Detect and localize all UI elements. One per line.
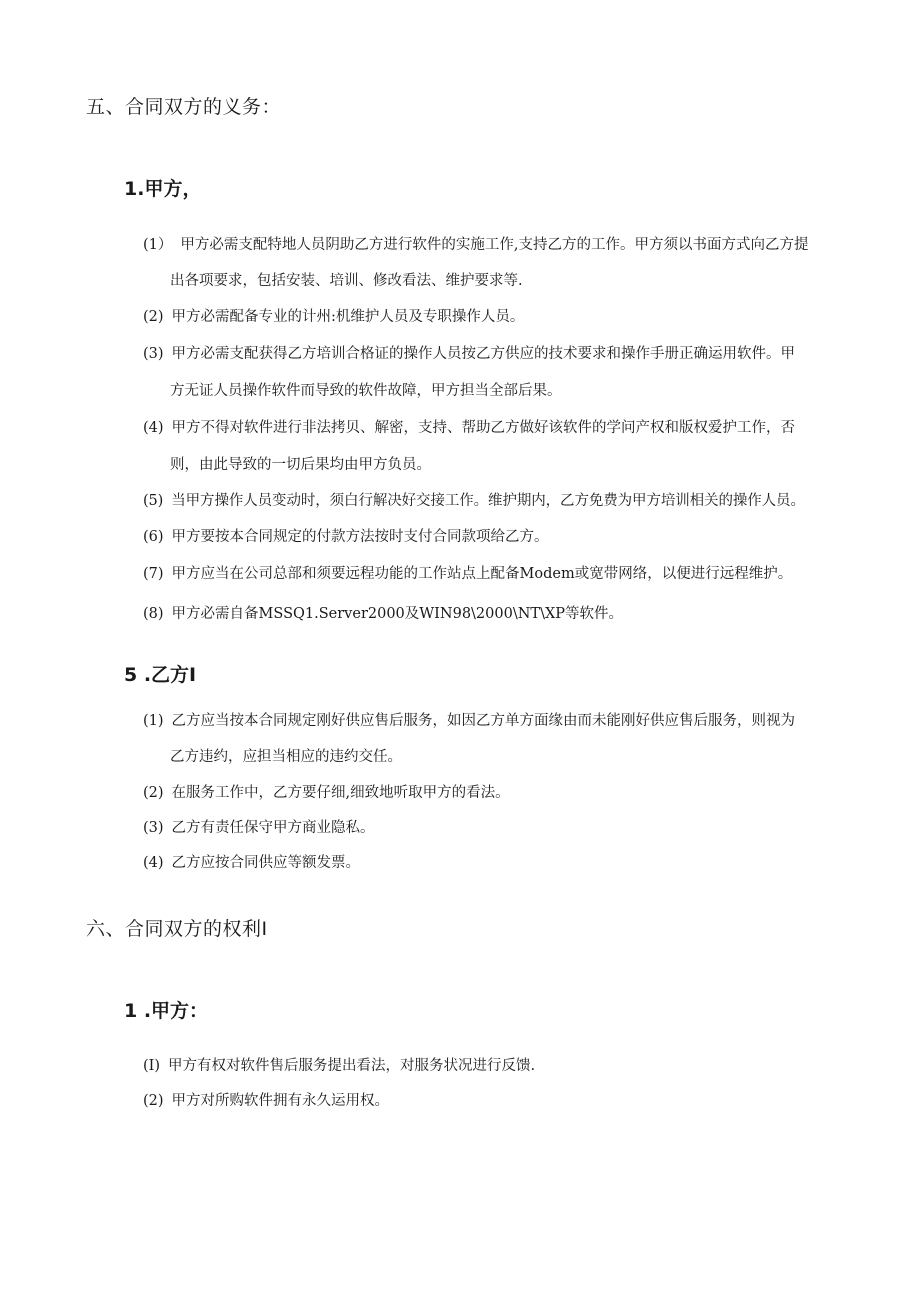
- party-b-heading: 5 .乙方I: [124, 664, 197, 686]
- item-text: 甲方必需支配获得乙方培训合格证的操作人员按乙方供应的技术要求和操作手册正确运用软件。甲: [171, 346, 796, 362]
- item-text: 甲方必需自备MSSQ1.Server2000及WIN98\2000\NT\XP等软件。: [171, 606, 624, 622]
- list-item: [143, 562, 792, 583]
- list-item: [143, 1054, 535, 1075]
- item-number: (4): [143, 855, 164, 871]
- item-continuation: 乙方违约，应担当相应的违约交任。: [170, 749, 402, 765]
- list-item: [143, 602, 623, 623]
- item-continuation: 方无证人员操作软件而导致的软件故障，甲方担当全部后果。: [170, 383, 562, 399]
- item-text: 乙方应按合同供应等额发票。: [171, 855, 361, 871]
- item-number: (2): [143, 785, 164, 801]
- item-number: (2): [143, 1093, 164, 1109]
- item-number: (8): [143, 606, 164, 622]
- list-item: [143, 416, 795, 437]
- item-continuation: 出各项要求，包括安装、培训、修改看法、维护要求等.: [170, 273, 523, 289]
- item-text: 乙方有责任保守甲方商业隐私。: [171, 820, 375, 836]
- item-continuation: 则，由此导致的一切后果均由甲方负员。: [170, 457, 431, 473]
- item-number: (4): [143, 420, 164, 436]
- list-item: [143, 709, 795, 730]
- list-item: [143, 342, 795, 363]
- item-number: (1): [143, 713, 164, 729]
- item-text: 甲方对所购软件拥有永久运用权。: [171, 1093, 390, 1109]
- party-a-rights-heading: 1 .甲方：: [124, 1000, 209, 1022]
- list-item: [143, 305, 524, 326]
- item-number: (5): [143, 493, 164, 509]
- section-heading-obligations: 五、合同双方的义务：: [86, 96, 282, 118]
- item-text: 在服务工作中，乙方要仔细,细致地听取甲方的看法。: [171, 785, 510, 801]
- item-text: 甲方不得对软件进行非法拷贝、解密，支持、帮助乙方做好该软件的学问产权和版权爱护工作，否: [171, 420, 796, 436]
- item-text: 甲方应当在公司总部和须要远程功能的工作站点上配备Modem或宽带网络，以便进行远程维护。: [171, 566, 793, 582]
- item-text: 甲方有权对软件售后服务提出看法，对服务状况进行反馈.: [168, 1058, 536, 1074]
- list-item: [143, 781, 510, 802]
- list-item: [143, 489, 805, 510]
- item-text: 甲方必需支配特地人员阴助乙方进行软件的实施工作,支持乙方的工作。甲方须以书面方式向乙方提: [180, 237, 809, 253]
- item-number: (3): [143, 346, 164, 362]
- list-item: [143, 851, 360, 872]
- item-number: (1）: [143, 237, 173, 253]
- item-text: 甲方必需配备专业的计州:机维护人员及专职操作人员。: [171, 309, 525, 325]
- item-number: (3): [143, 820, 164, 836]
- item-text: 甲方要按本合同规定的付款方法按时支付合同款项给乙方。: [171, 529, 549, 545]
- section-heading-rights: 六、合同双方的权利I: [86, 918, 268, 940]
- item-text: 当甲方操作人员变动时，须白行解决好交接工作。维护期内，乙方免费为甲方培训相关的操作人员。: [171, 493, 805, 509]
- list-item: [143, 816, 375, 837]
- list-item: [143, 1089, 389, 1110]
- item-number: (2): [143, 309, 164, 325]
- list-item: [143, 525, 549, 546]
- item-number: (7): [143, 566, 164, 582]
- item-number: (6): [143, 529, 164, 545]
- list-item: [143, 233, 809, 254]
- party-a-heading: 1.甲方，: [124, 178, 202, 200]
- item-text: 乙方应当按本合同规定刚好供应售后服务，如因乙方单方面缘由而未能刚好供应售后服务，则视为: [171, 713, 796, 729]
- item-number: (I): [143, 1058, 161, 1074]
